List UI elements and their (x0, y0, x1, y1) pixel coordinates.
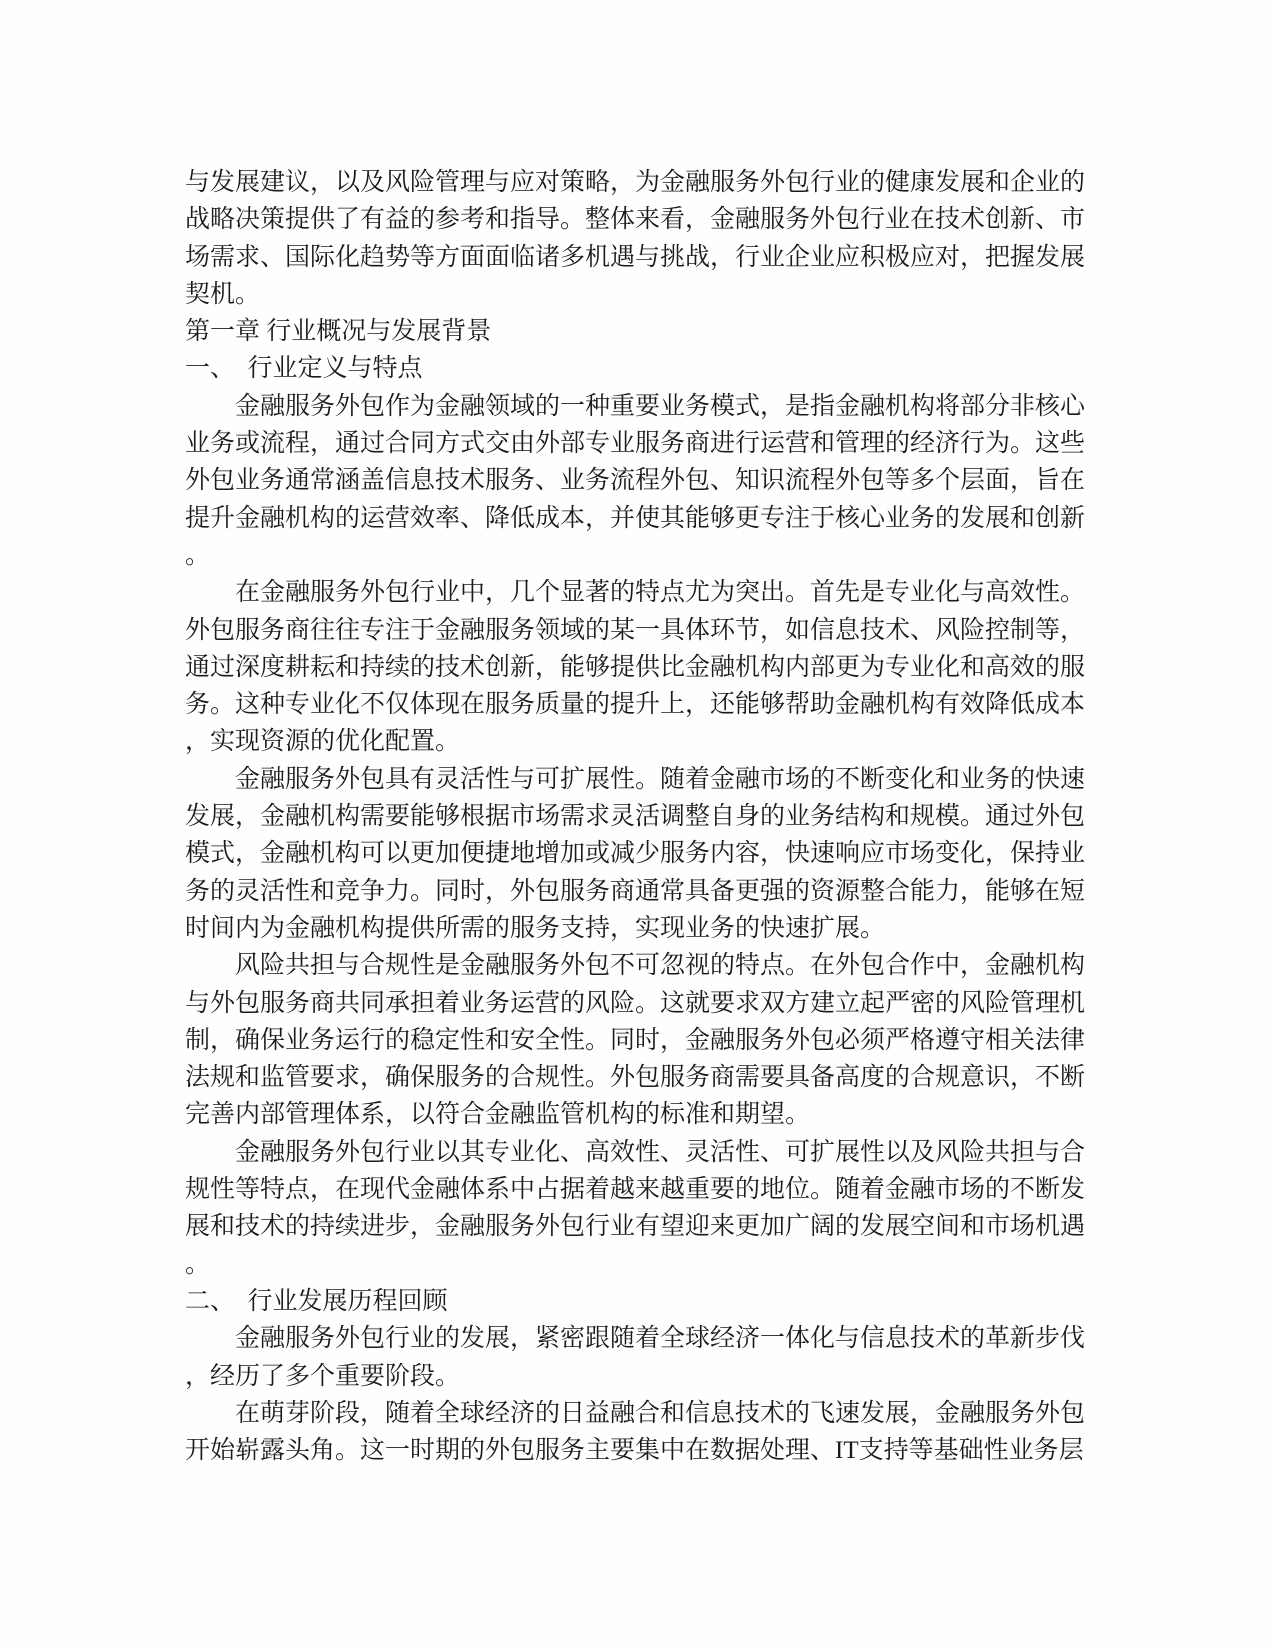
text-line: 时间内为金融机构提供所需的服务支持，实现业务的快速扩展。 (185, 914, 886, 942)
section-heading-line: 二、 行业发展历程回顾 (185, 1287, 448, 1315)
text-line: 完善内部管理体系，以符合金融监管机构的标准和期望。 (185, 1101, 811, 1129)
text-line: 展和技术的持续进步，金融服务外包行业有望迎来更加广阔的发展空间和市场机遇 (185, 1213, 1086, 1241)
text-line: 通过深度耕耘和持续的技术创新，能够提供比金融机构内部更为专业化和高效的服 (185, 653, 1086, 681)
text-line: 开始崭露头角。这一时期的外包服务主要集中在数据处理、IT支持等基础性业务层 (185, 1437, 1084, 1465)
text-line: 制，确保业务运行的稳定性和安全性。同时，金融服务外包必须严格遵守相关法律 (185, 1026, 1086, 1054)
text-line: 风险共担与合规性是金融服务外包不可忽视的特点。在外包合作中，金融机构 (235, 952, 1086, 980)
text-line: 。 (185, 1250, 211, 1278)
text-line: 金融服务外包作为金融领域的一种重要业务模式，是指金融机构将部分非核心 (235, 392, 1086, 420)
section-heading-line: 一、 行业定义与特点 (185, 355, 423, 383)
text-line: 在金融服务外包行业中，几个显著的特点尤为突出。首先是专业化与高效性。 (235, 579, 1086, 607)
text-line: 务的灵活性和竞争力。同时，外包服务商通常具备更强的资源整合能力，能够在短 (185, 877, 1086, 905)
chapter-heading-line: 第一章 行业概况与发展背景 (185, 318, 492, 346)
text-line: 战略决策提供了有益的参考和指导。整体来看，金融服务外包行业在技术创新、市 (185, 206, 1086, 234)
text-line: 金融服务外包具有灵活性与可扩展性。随着金融市场的不断变化和业务的快速 (235, 765, 1086, 793)
text-line: 在萌芽阶段，随着全球经济的日益融合和信息技术的飞速发展，金融服务外包 (235, 1399, 1086, 1427)
text-line: 提升金融机构的运营效率、降低成本，并使其能够更专注于核心业务的发展和创新 (185, 504, 1086, 532)
text-line: 业务或流程，通过合同方式交由外部专业服务商进行运营和管理的经济行为。这些 (185, 430, 1086, 458)
text-block (185, 164, 1085, 1469)
text-line: 务。这种专业化不仅体现在服务质量的提升上，还能够帮助金融机构有效降低成本 (185, 691, 1086, 719)
text-line: 法规和监管要求，确保服务的合规性。外包服务商需要具备高度的合规意识，不断 (185, 1064, 1086, 1092)
text-line: 与外包服务商共同承担着业务运营的风险。这就要求双方建立起严密的风险管理机 (185, 989, 1086, 1017)
text-line: 外包业务通常涵盖信息技术服务、业务流程外包、知识流程外包等多个层面，旨在 (185, 467, 1086, 495)
text-line: 与发展建议，以及风险管理与应对策略，为金融服务外包行业的健康发展和企业的 (185, 169, 1086, 196)
text-line: ，实现资源的优化配置。 (185, 728, 461, 756)
text-line: 金融服务外包行业以其专业化、高效性、灵活性、可扩展性以及风险共担与合 (235, 1138, 1086, 1166)
text-line: 发展，金融机构需要能够根据市场需求灵活调整自身的业务结构和规模。通过外包 (185, 803, 1086, 831)
text-line: 外包服务商往往专注于金融服务领域的某一具体环节，如信息技术、风险控制等， (185, 616, 1086, 644)
text-line: 模式，金融机构可以更加便捷地增加或减少服务内容，快速响应市场变化，保持业 (185, 840, 1086, 868)
text-line: ，经历了多个重要阶段。 (185, 1362, 461, 1390)
text-line: 。 (185, 541, 211, 569)
text-line: 规性等特点，在现代金融体系中占据着越来越重要的地位。随着金融市场的不断发 (185, 1176, 1086, 1204)
text-line: 场需求、国际化趋势等方面面临诸多机遇与挑战，行业企业应积极应对，把握发展 (185, 243, 1086, 271)
text-line: 契机。 (185, 280, 261, 308)
text-line: 金融服务外包行业的发展，紧密跟随着全球经济一体化与信息技术的革新步伐 (235, 1325, 1086, 1353)
